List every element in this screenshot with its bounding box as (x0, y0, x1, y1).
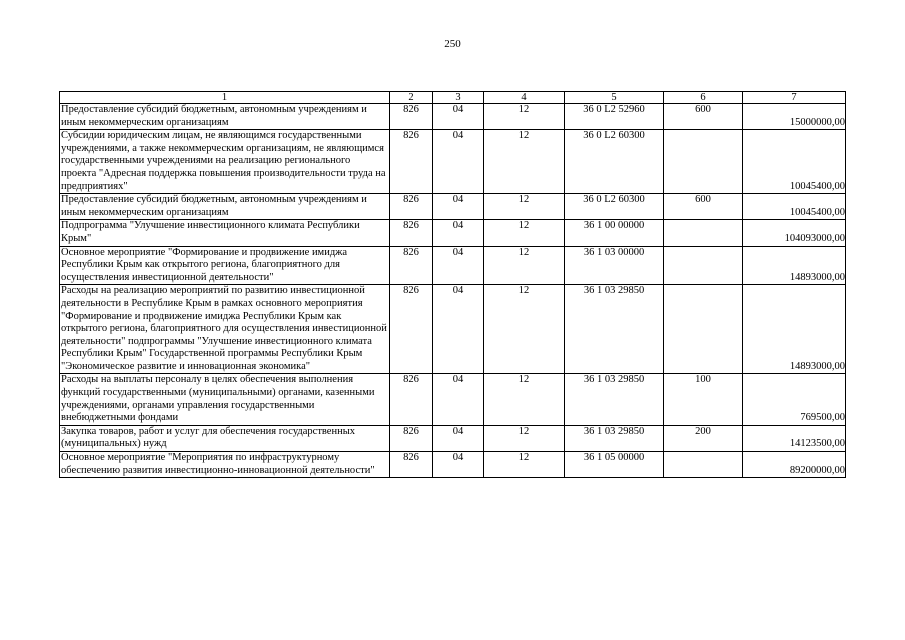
section-code-cell: 04 (433, 194, 484, 220)
target-article-cell: 36 1 03 00000 (565, 246, 664, 285)
table-row (60, 374, 846, 425)
column-header: 6 (664, 92, 743, 104)
amount-cell: 10045400,00 (743, 130, 846, 194)
grbs-code-cell: 826 (390, 425, 433, 451)
section-code-cell: 04 (433, 285, 484, 374)
subsection-code-cell: 12 (484, 285, 565, 374)
amount-cell: 14123500,00 (743, 425, 846, 451)
table-row (60, 285, 846, 374)
grbs-code-cell: 826 (390, 194, 433, 220)
budget-table (59, 91, 846, 478)
amount-cell: 14893000,00 (743, 285, 846, 374)
subsection-code-cell: 12 (484, 246, 565, 285)
grbs-code-cell: 826 (390, 220, 433, 246)
grbs-code-cell: 826 (390, 130, 433, 194)
amount-cell: 104093000,00 (743, 220, 846, 246)
item-name-cell: Субсидии юридическим лицам, не являющимся государственными учреждениями, а также некоммерческим организациям, не являющимся государственными учреждениями на реализацию регионального проекта "Адресная поддержка повышения производительности труда на предприятиях" (60, 130, 390, 194)
expense-type-cell: 600 (664, 104, 743, 130)
column-header: 2 (390, 92, 433, 104)
target-article-cell: 36 1 03 29850 (565, 425, 664, 451)
target-article-cell: 36 0 L2 52960 (565, 104, 664, 130)
section-code-cell: 04 (433, 246, 484, 285)
column-header: 7 (743, 92, 846, 104)
item-name-cell: Предоставление субсидий бюджетным, автономным учреждениям и иным некоммерческим организациям (60, 104, 390, 130)
expense-type-cell (664, 452, 743, 478)
column-header: 4 (484, 92, 565, 104)
amount-cell: 15000000,00 (743, 104, 846, 130)
subsection-code-cell: 12 (484, 130, 565, 194)
table-row (60, 425, 846, 451)
amount-cell: 14893000,00 (743, 246, 846, 285)
grbs-code-cell: 826 (390, 246, 433, 285)
target-article-cell: 36 1 03 29850 (565, 374, 664, 425)
column-header: 5 (565, 92, 664, 104)
table-row (60, 246, 846, 285)
section-code-cell: 04 (433, 425, 484, 451)
target-article-cell: 36 0 L2 60300 (565, 194, 664, 220)
expense-type-cell: 200 (664, 425, 743, 451)
item-name-cell: Основное мероприятие "Формирование и продвижение имиджа Республики Крым как открытого региона, благоприятного для осуществления инвестиционной деятельности" (60, 246, 390, 285)
expense-type-cell: 100 (664, 374, 743, 425)
table-row (60, 194, 846, 220)
page-number: 250 (444, 38, 461, 50)
expense-type-cell (664, 220, 743, 246)
section-code-cell: 04 (433, 374, 484, 425)
subsection-code-cell: 12 (484, 104, 565, 130)
item-name-cell: Предоставление субсидий бюджетным, автономным учреждениям и иным некоммерческим организациям (60, 194, 390, 220)
grbs-code-cell: 826 (390, 104, 433, 130)
item-name-cell: Основное мероприятие "Мероприятия по инфраструктурному обеспечению развития инвестиционно-инновационной деятельности" (60, 452, 390, 478)
amount-cell: 10045400,00 (743, 194, 846, 220)
section-code-cell: 04 (433, 452, 484, 478)
expense-type-cell (664, 130, 743, 194)
section-code-cell: 04 (433, 130, 484, 194)
section-code-cell: 04 (433, 104, 484, 130)
subsection-code-cell: 12 (484, 452, 565, 478)
subsection-code-cell: 12 (484, 220, 565, 246)
column-header: 1 (60, 92, 390, 104)
amount-cell: 769500,00 (743, 374, 846, 425)
grbs-code-cell: 826 (390, 452, 433, 478)
table-row (60, 452, 846, 478)
amount-cell: 89200000,00 (743, 452, 846, 478)
table-header-row (60, 92, 846, 104)
table-row (60, 220, 846, 246)
section-code-cell: 04 (433, 220, 484, 246)
target-article-cell: 36 1 03 29850 (565, 285, 664, 374)
grbs-code-cell: 826 (390, 374, 433, 425)
table-row (60, 130, 846, 194)
item-name-cell: Расходы на реализацию мероприятий по развитию инвестиционной деятельности в Республике Крым в рамках основного мероприятия "Формирование и продвижение имиджа Республики Крым как открытого региона, благоприятного для осуществления инвестиционной деятельности" подпрограммы "Улучшение инвестиционного климата Республики Крым" Государственной программы Республики Крым "Экономическое развитие и инновационная экономика" (60, 285, 390, 374)
expense-type-cell (664, 285, 743, 374)
column-header: 3 (433, 92, 484, 104)
item-name-cell: Подпрограмма "Улучшение инвестиционного климата Республики Крым" (60, 220, 390, 246)
subsection-code-cell: 12 (484, 374, 565, 425)
target-article-cell: 36 1 00 00000 (565, 220, 664, 246)
item-name-cell: Закупка товаров, работ и услуг для обеспечения государственных (муниципальных) нужд (60, 425, 390, 451)
target-article-cell: 36 0 L2 60300 (565, 130, 664, 194)
subsection-code-cell: 12 (484, 194, 565, 220)
item-name-cell: Расходы на выплаты персоналу в целях обеспечения выполнения функций государственными (муниципальными) органами, казенными учреждениями, органами управления государственными внебюджетными фондами (60, 374, 390, 425)
table-row (60, 104, 846, 130)
expense-type-cell: 600 (664, 194, 743, 220)
target-article-cell: 36 1 05 00000 (565, 452, 664, 478)
subsection-code-cell: 12 (484, 425, 565, 451)
expense-type-cell (664, 246, 743, 285)
grbs-code-cell: 826 (390, 285, 433, 374)
